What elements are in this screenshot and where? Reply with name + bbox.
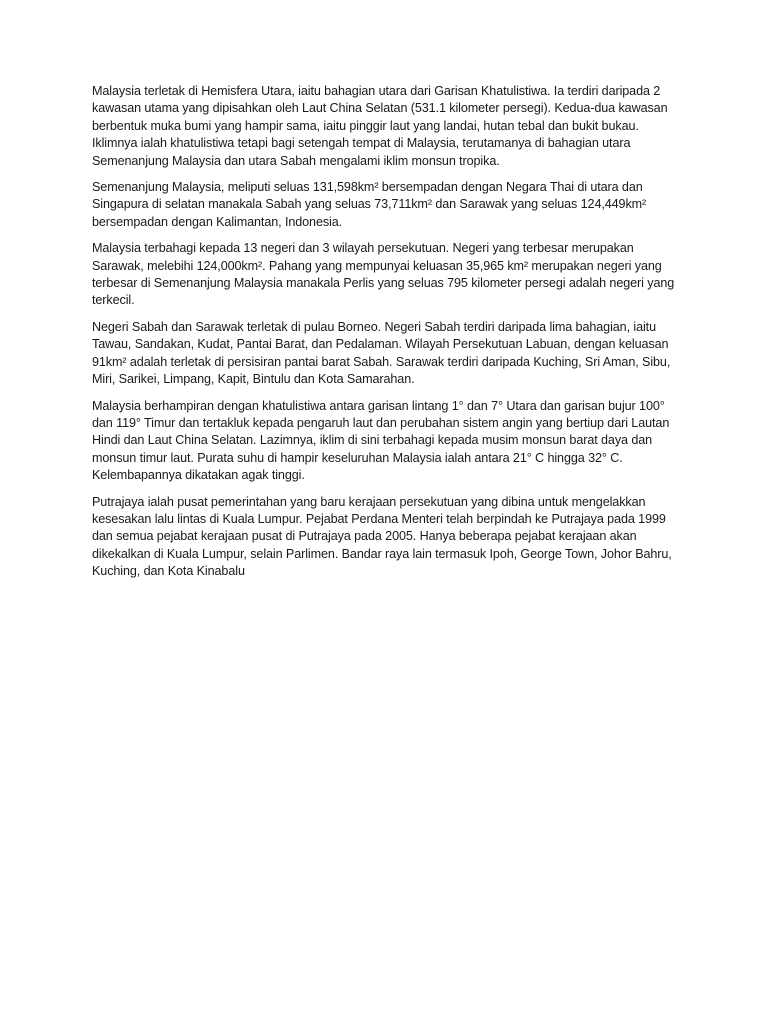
document-body (92, 83, 678, 590)
paragraph-area: Semenanjung Malaysia, meliputi seluas 131,598km² bersempadan dengan Negara Thai di utara dan Singapura di selatan manakala Sabah yang seluas 73,711km² dan Sarawak yang seluas 124,449km² bersempadan dengan Kalimantan, Indonesia. (92, 180, 647, 229)
paragraph-borneo: Negeri Sabah dan Sarawak terletak di pulau Borneo. Negeri Sabah terdiri daripada lima bahagian, iaitu Tawau, Sandakan, Kudat, Pantai Barat, dan Pedalaman. Wilayah Persekutuan Labuan, dengan keluasan 91km² adalah terletak di persisiran pantai barat Sabah. Sarawak terdiri daripada Kuching, Sri Aman, Sibu, Miri, Sarikei, Limpang, Kapit, Bintulu dan Kota Samarahan. (92, 319, 671, 387)
paragraph-climate: Malaysia berhampiran dengan khatulistiwa antara garisan lintang 1° dan 7° Utara dan garisan bujur 100° dan 119° Timur dan tertakluk kepada pengaruh laut dan perubahan sistem angin yang bertiup dari Lautan Hindi dan Laut China Selatan. Lazimnya, iklim di sini terbahagi kepada musim monsun barat daya dan monsun timur laut. Purata suhu di hampir keseluruhan Malaysia ialah antara 21° C hingga 32° C. Kelembapannya dikatakan agak tinggi. (92, 398, 670, 483)
paragraph-putrajaya: Putrajaya ialah pusat pemerintahan yang baru kerajaan persekutuan yang dibina untuk mengelakkan kesesakan lalu lintas di Kuala Lumpur. Pejabat Perdana Menteri telah berpindah ke Putrajaya pada 1999 dan semua pejabat kerajaan pusat di Putrajaya pada 2005. Hanya beberapa pejabat kerajaan akan dikekalkan di Kuala Lumpur, selain Parlimen. Bandar raya lain termasuk Ipoh, George Town, Johor Bahru, Kuching, dan Kota Kinabalu (92, 494, 672, 579)
paragraph-geography: Malaysia terletak di Hemisfera Utara, iaitu bahagian utara dari Garisan Khatulistiwa. Ia terdiri daripada 2 kawasan utama yang dipisahkan oleh Laut China Selatan (531.1 kilometer persegi). Kedua-dua kawasan berbentuk muka bumi yang hampir sama, iaitu pinggir laut yang landai, hutan tebal dan bukit bukau. Iklimnya ialah khatulistiwa tetapi bagi setengah tempat di Malaysia, terutamanya di bahagian utara Semenanjung Malaysia dan utara Sabah mengalami iklim monsun tropika. (92, 84, 668, 168)
paragraph-states: Malaysia terbahagi kepada 13 negeri dan 3 wilayah persekutuan. Negeri yang terbesar merupakan Sarawak, melebihi 124,000km². Pahang yang mempunyai keluasan 35,965 km² merupakan negeri yang terbesar di Semenanjung Malaysia manakala Perlis yang seluas 795 kilometer persegi adalah negeri yang terkecil. (92, 241, 675, 308)
